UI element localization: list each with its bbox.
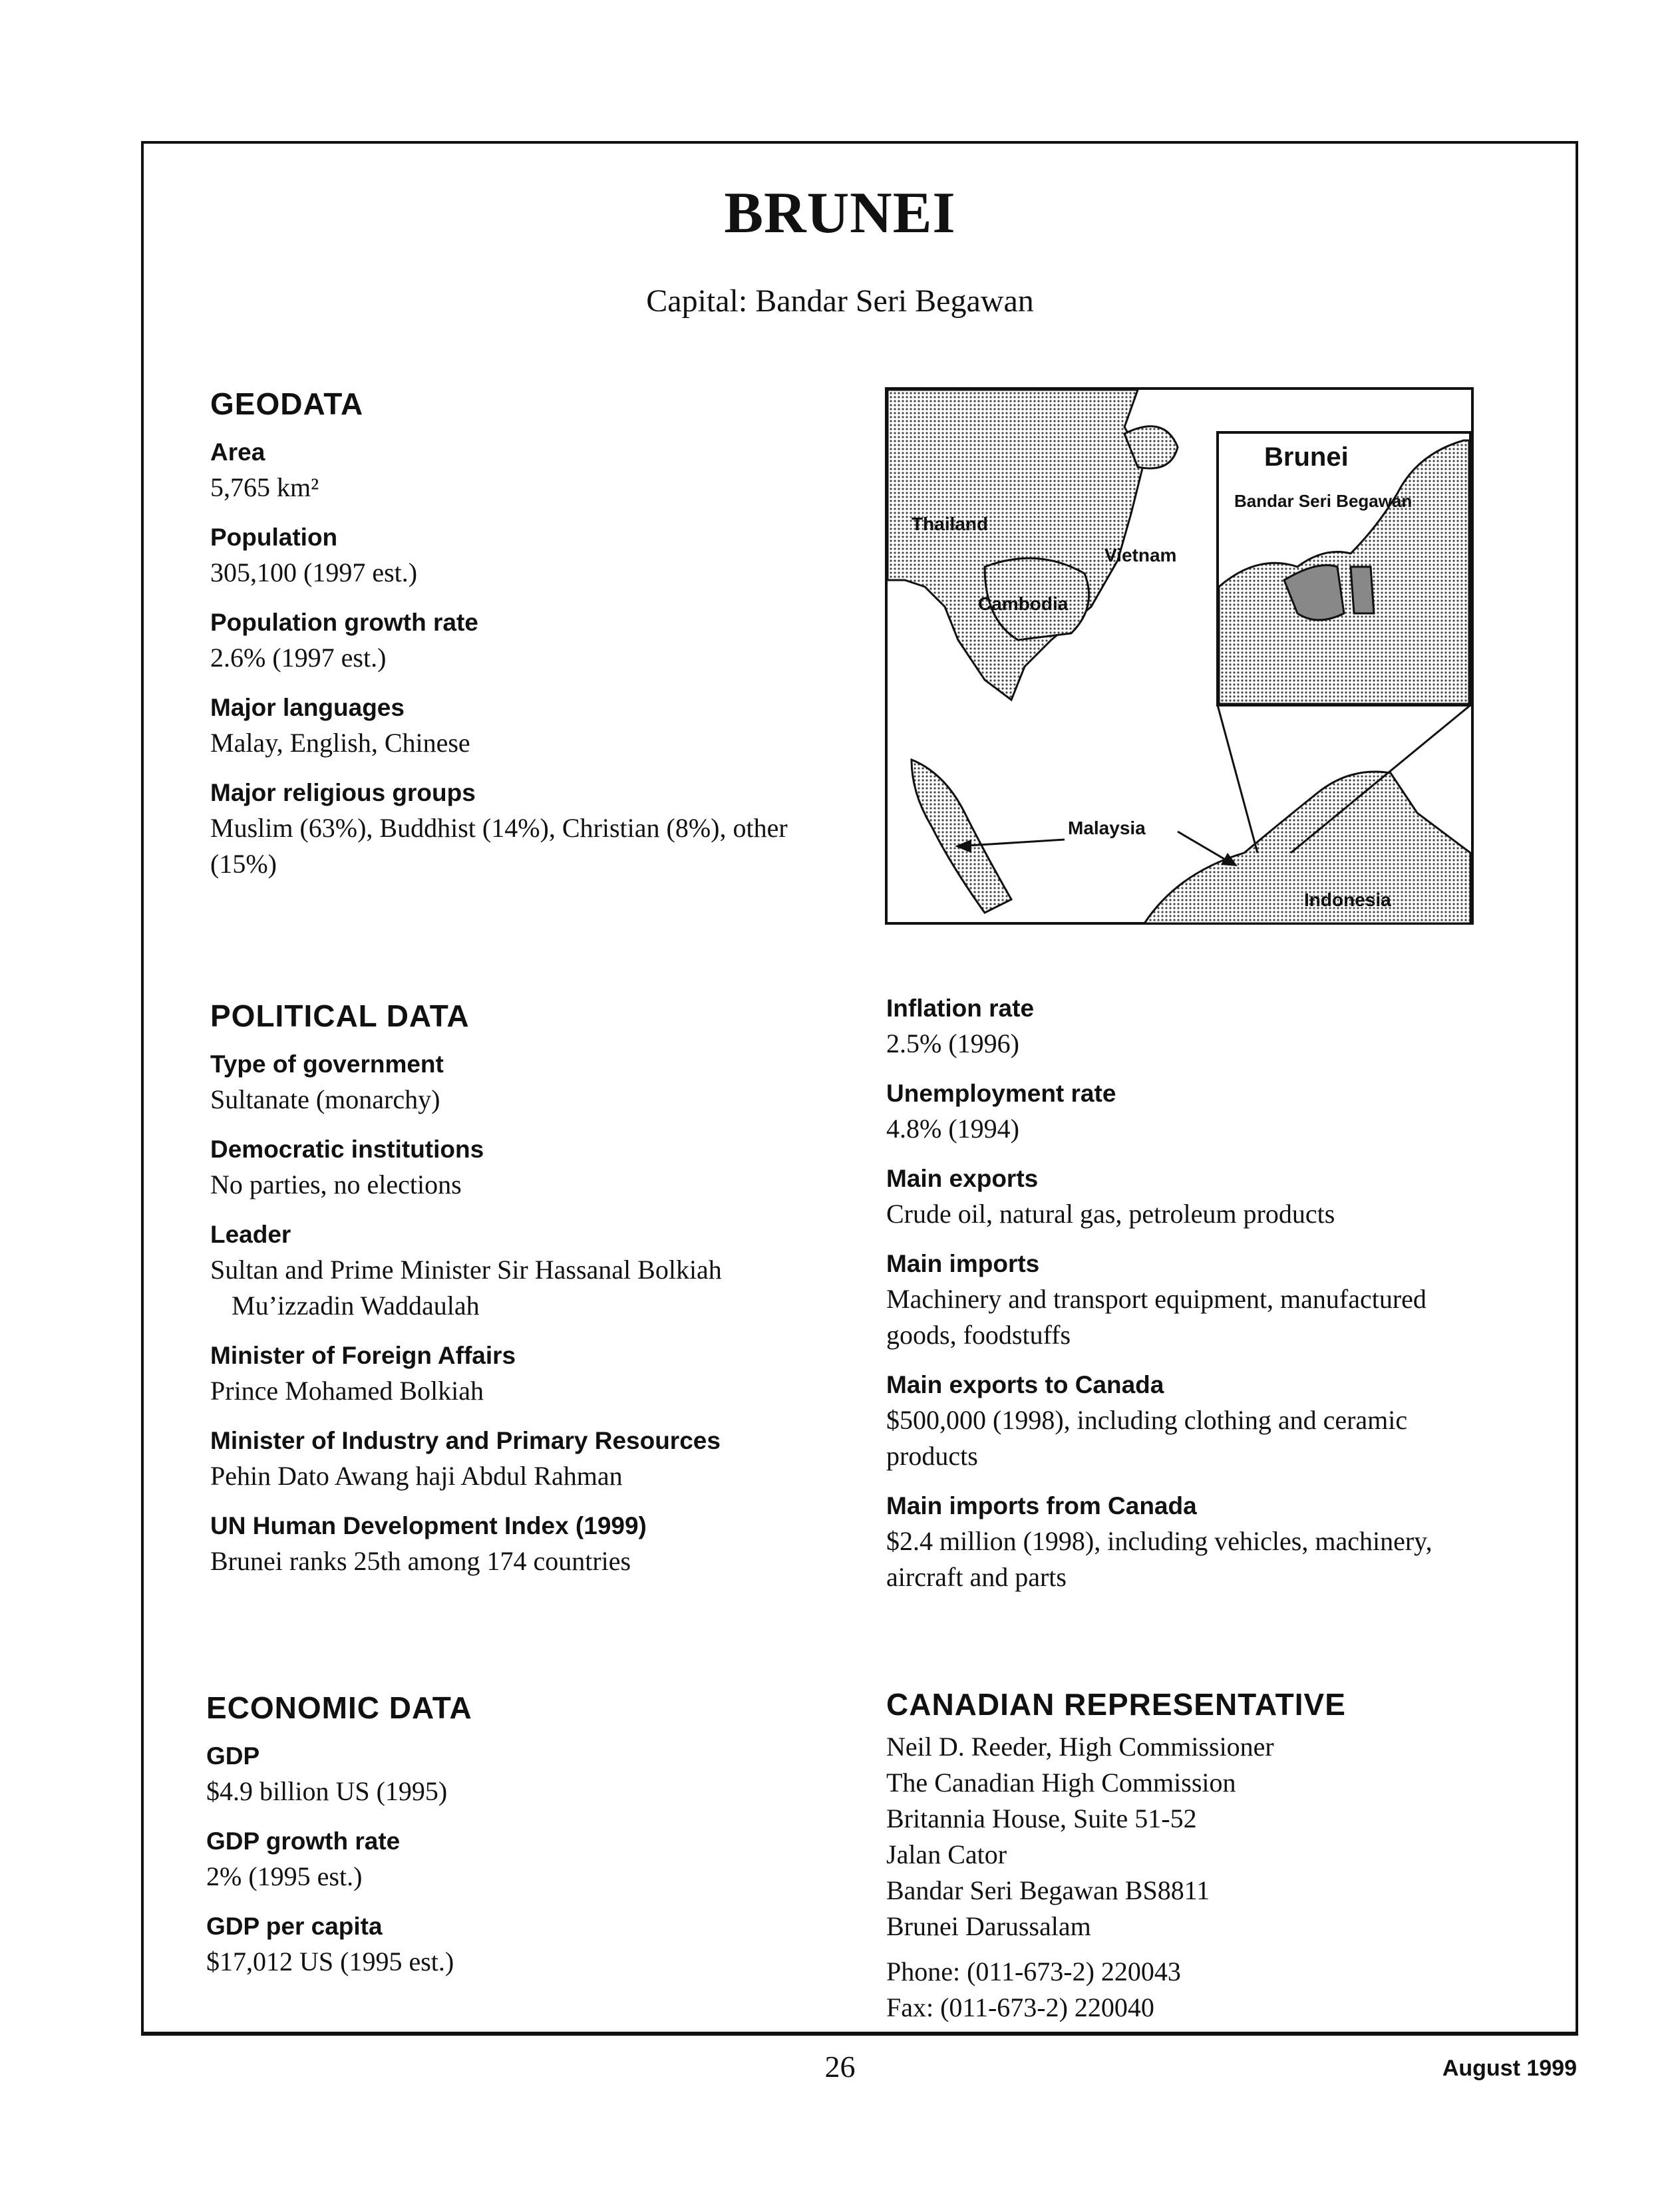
representative-heading: CANADIAN REPRESENTATIVE <box>886 1687 1346 1722</box>
leader-label: Leader <box>210 1221 291 1248</box>
religions-value: Muslim (63%), Buddhist (14%), Christian (8%), other (15%) <box>210 813 788 879</box>
area-value: 5,765 km² <box>210 472 319 502</box>
representative-line: Britannia House, Suite 51-52 <box>886 1804 1197 1833</box>
main-exports-value: Crude oil, natural gas, petroleum products <box>886 1199 1335 1229</box>
region-map <box>885 387 1474 925</box>
inset-capital: Bandar Seri Begawan <box>1234 491 1413 511</box>
population-growth-value: 2.6% (1997 est.) <box>210 643 387 673</box>
population-value: 305,100 (1997 est.) <box>210 557 418 587</box>
hdi-value: Brunei ranks 25th among 174 countries <box>210 1546 631 1576</box>
page-number: 26 <box>824 2050 856 2084</box>
imports-canada-value: $2.4 million (1998), including vehicles, machinery, aircraft and parts <box>886 1526 1432 1592</box>
representative-line: Bandar Seri Begawan BS8811 <box>886 1875 1210 1905</box>
languages-label: Major languages <box>210 694 405 721</box>
industry-minister-value: Pehin Dato Awang haji Abdul Rahman <box>210 1461 623 1491</box>
economic-right-section <box>886 991 1498 1610</box>
gdp-label: GDP <box>206 1742 260 1770</box>
inflation-value: 2.5% (1996) <box>886 1028 1019 1058</box>
inset-brunei-east <box>1351 567 1374 613</box>
gdp-per-capita-label: GDP per capita <box>206 1913 383 1940</box>
institutions-label: Democratic institutions <box>210 1136 484 1163</box>
unemployment-label: Unemployment rate <box>886 1080 1116 1107</box>
government-label: Type of government <box>210 1050 444 1078</box>
map-label-malaysia: Malaysia <box>1068 818 1146 838</box>
religions-label: Major religious groups <box>210 779 476 806</box>
hdi-label: UN Human Development Index (1999) <box>210 1512 647 1539</box>
gdp-per-capita-value: $17,012 US (1995 est.) <box>206 1947 454 1976</box>
fax-line: Fax: (011-673-2) 220040 <box>886 1992 1154 2022</box>
languages-value: Malay, English, Chinese <box>210 728 470 758</box>
main-exports-label: Main exports <box>886 1165 1039 1192</box>
gdp-growth-value: 2% (1995 est.) <box>206 1861 363 1891</box>
map-label-cambodia: Cambodia <box>978 593 1069 614</box>
unemployment-value: 4.8% (1994) <box>886 1114 1019 1144</box>
political-section <box>210 998 862 1594</box>
imports-canada-label: Main imports from Canada <box>886 1492 1197 1519</box>
footer-date: August 1999 <box>1442 2056 1577 2081</box>
inflation-label: Inflation rate <box>886 995 1035 1022</box>
population-label: Population <box>210 524 338 551</box>
political-heading: POLITICAL DATA <box>210 999 470 1033</box>
exports-canada-value: $500,000 (1998), including clothing and ceramic products <box>886 1405 1408 1471</box>
population-growth-label: Population growth rate <box>210 609 478 636</box>
representative-line: The Canadian High Commission <box>886 1768 1236 1798</box>
exports-canada-label: Main exports to Canada <box>886 1371 1164 1398</box>
gdp-growth-label: GDP growth rate <box>206 1827 401 1855</box>
area-label: Area <box>210 438 265 466</box>
representative-section <box>886 1686 1498 2026</box>
gdp-value: $4.9 billion US (1995) <box>206 1776 448 1806</box>
page-title: BRUNEI <box>724 181 956 245</box>
representative-line: Brunei Darussalam <box>886 1911 1091 1941</box>
representative-line: Jalan Cator <box>886 1839 1007 1869</box>
industry-minister-label: Minister of Industry and Primary Resources <box>210 1427 721 1454</box>
representative-line: Neil D. Reeder, High Commissioner <box>886 1732 1274 1762</box>
phone-line: Phone: (011-673-2) 220043 <box>886 1957 1181 1986</box>
map-label-vietnam: Vietnam <box>1104 545 1177 565</box>
capital-line: Capital: Bandar Seri Begawan <box>646 283 1034 319</box>
map-label-indonesia: Indonesia <box>1304 889 1391 910</box>
economic-heading: ECONOMIC DATA <box>206 1690 472 1725</box>
foreign-minister-label: Minister of Foreign Affairs <box>210 1342 516 1369</box>
geodata-heading: GEODATA <box>210 387 364 421</box>
leader-value-cont: Mu’izzadin Waddaulah <box>232 1291 480 1321</box>
foreign-minister-value: Prince Mohamed Bolkiah <box>210 1376 484 1406</box>
leader-value: Sultan and Prime Minister Sir Hassanal Bolkiah <box>210 1255 722 1285</box>
main-imports-label: Main imports <box>886 1250 1040 1277</box>
geodata-section <box>210 386 849 897</box>
economic-section <box>206 1690 845 1994</box>
government-value: Sultanate (monarchy) <box>210 1084 440 1114</box>
main-imports-value: Machinery and transport equipment, manufactured goods, foodstuffs <box>886 1284 1427 1350</box>
inset-title: Brunei <box>1264 442 1349 472</box>
map-label-thailand: Thailand <box>912 514 989 534</box>
institutions-value: No parties, no elections <box>210 1170 462 1199</box>
